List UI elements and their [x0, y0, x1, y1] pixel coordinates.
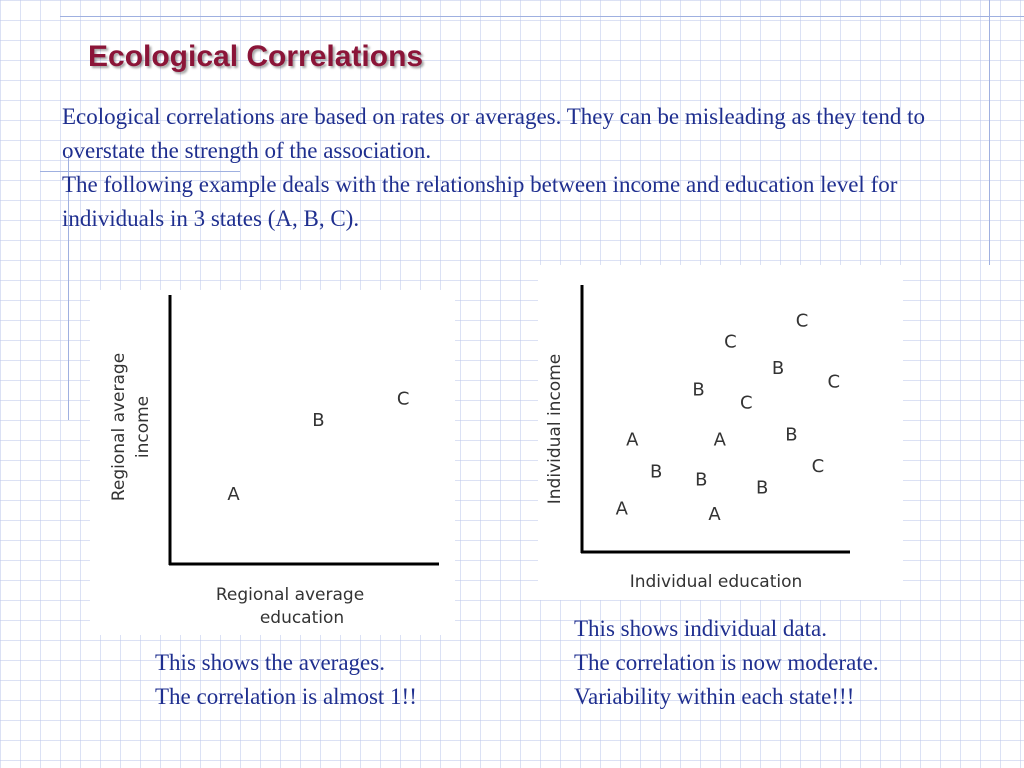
regional-average-chart [90, 290, 455, 635]
x-axis-label-line-2: education [259, 608, 345, 628]
x-axis-label: Individual education [629, 572, 803, 592]
slide-title: Ecological Correlations [88, 40, 424, 73]
individual-data-chart [538, 265, 903, 600]
regional-average-plot [90, 290, 455, 635]
right-caption [574, 612, 879, 714]
x-axis-label-line-1: Regional average [215, 585, 365, 605]
right-rule-line [989, 0, 990, 265]
right-caption-line: Variability within each state!!! [574, 684, 855, 709]
data-point-b: B [695, 469, 708, 491]
left-caption-line: This shows the averages. [155, 650, 385, 675]
points-group [227, 389, 409, 505]
individual-data-plot [538, 265, 903, 600]
data-point-a: A [615, 498, 628, 520]
data-point-a: A [708, 503, 721, 525]
data-point-b: B [312, 409, 325, 431]
y-axis-label-line-2: income [133, 395, 153, 459]
data-point-c: C [795, 310, 809, 332]
data-point-c: C [740, 392, 753, 414]
right-caption-line: This shows individual data. [574, 616, 827, 641]
data-point-a: A [227, 484, 240, 506]
data-point-c: C [811, 456, 825, 478]
points-group [616, 311, 840, 525]
y-axis-label-line-1: Regional average [109, 352, 129, 502]
top-rule-line [60, 16, 1024, 17]
data-point-b: B [785, 424, 798, 446]
data-point-b: B [756, 477, 769, 499]
left-caption-line: The correlation is almost 1!! [155, 684, 417, 709]
intro-paragraph: Ecological correlations are based on rates or averages. They can be misleading as they tend to overstate the strength of the association. [62, 104, 926, 163]
example-paragraph: The following example deals with the relationship between income and education level for individuals in 3 states (A, B, C). [62, 172, 898, 231]
data-point-c: C [396, 388, 410, 410]
data-point-a: A [713, 429, 726, 451]
data-point-c: C [827, 371, 841, 393]
body-text [62, 100, 972, 236]
data-point-b: B [650, 461, 663, 483]
y-axis-label: Individual income [545, 353, 565, 505]
data-point-b: B [771, 358, 785, 380]
data-point-b: B [692, 379, 705, 401]
data-point-a: A [626, 429, 639, 451]
right-caption-line: The correlation is now moderate. [574, 650, 879, 675]
left-caption [155, 646, 417, 714]
data-point-c: C [724, 331, 737, 353]
